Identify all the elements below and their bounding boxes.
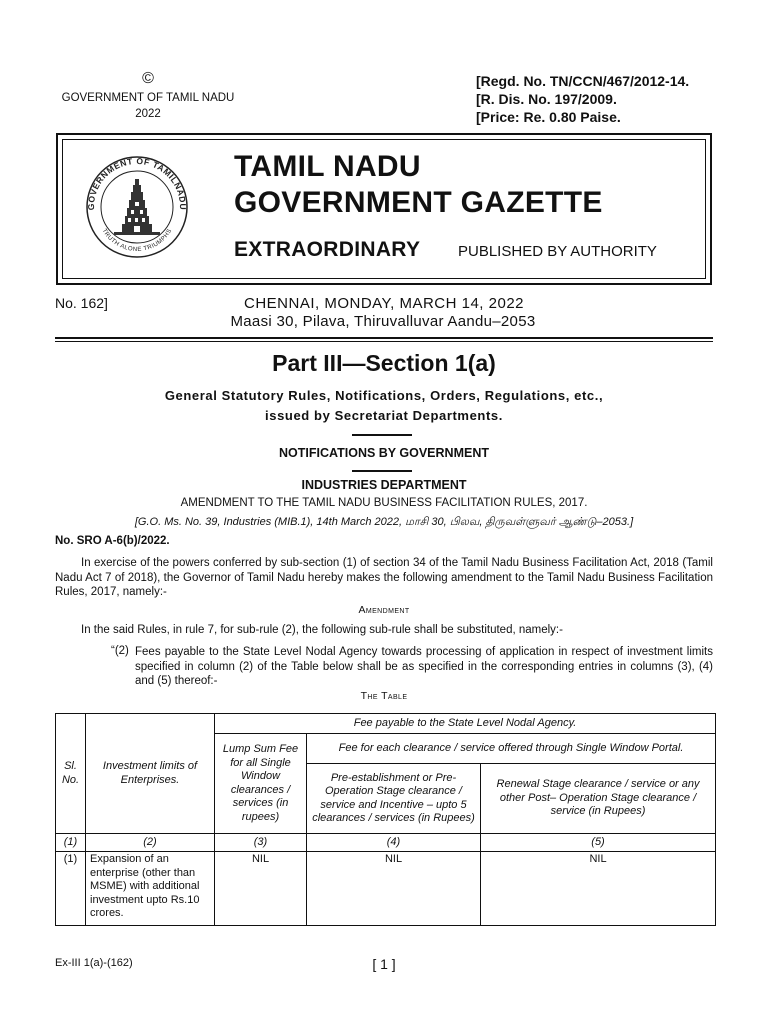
- notifications-heading: NOTIFICATIONS BY GOVERNMENT: [279, 446, 489, 460]
- extraordinary-label: EXTRAORDINARY: [234, 238, 421, 261]
- column-number: (4): [307, 834, 481, 852]
- divider-rule: [352, 470, 412, 472]
- section-subtitle-line1: General Statutory Rules, Notifications, Orders, Regulations, etc.,: [164, 388, 604, 403]
- column-number: (1): [56, 834, 86, 852]
- substitution-paragraph: In the said Rules, in rule 7, for sub-rule (2), the following sub-rule shall be substituted, namely:-: [81, 624, 563, 636]
- column-header-renewal: Renewal Stage clearance / service or any other Post– Operation Stage clearance / service (in Rupees): [481, 764, 716, 834]
- department-heading: INDUSTRIES DEPARTMENT: [301, 478, 467, 492]
- dispatch-number: [R. Dis. No. 197/2009.: [476, 91, 617, 107]
- preamble-paragraph: In exercise of the powers conferred by sub-section (1) of section 34 of the Tamil Nadu Business Facilitation Act, 2018 (Tamil Nadu Act 7 of 2018), the Governor of Tamil Nadu hereby makes the following amendment to the Tamil Nadu Business Facilitation Rules, 2017, namely:-: [55, 557, 713, 598]
- gazette-title-line2: GOVERNMENT GAZETTE: [234, 186, 603, 219]
- column-number: (5): [481, 834, 716, 852]
- column-number-row: [56, 834, 716, 852]
- column-number: (2): [86, 834, 215, 852]
- table-row: [56, 852, 716, 926]
- divider-rule: [352, 434, 412, 436]
- sub-rule-text: Fees payable to the State Level Nodal Agency towards processing of application in respect of investment limits specified in column (2) of the Table below shall be as specified in the corresponding entries in columns (3), (4) and (5) thereof:-: [135, 646, 713, 687]
- column-group-single-window: Fee for each clearance / service offered through Single Window Portal.: [307, 734, 716, 764]
- table-heading: The Table: [360, 690, 408, 702]
- copyright-symbol: ©: [142, 70, 154, 87]
- government-order-reference: [G.O. Ms. No. 39, Industries (MIB.1), 14th March 2022, மாசி 30, பிலவ, திருவள்ளுவர் ஆண்டு–2053.]: [134, 516, 634, 528]
- registration-block: [476, 72, 689, 126]
- section-subtitle-line2: issued by Secretariat Departments.: [265, 408, 503, 423]
- copyright-year: 2022: [135, 108, 161, 120]
- fee-table: [55, 713, 716, 926]
- registration-number: [Regd. No. TN/CCN/467/2012-14.: [476, 73, 690, 89]
- government-name: GOVERNMENT OF TAMIL NADU: [61, 92, 235, 104]
- column-header-lump-sum: Lump Sum Fee for all Single Window clearances / services (in rupees): [215, 734, 307, 834]
- cell-pre-establishment: NIL: [307, 852, 481, 926]
- column-group-fee-payable: Fee payable to the State Level Nodal Agency.: [215, 714, 716, 734]
- footer-code: Ex-III 1(a)-(162): [55, 957, 133, 969]
- column-number: (3): [215, 834, 307, 852]
- part-heading: Part III—Section 1(a): [272, 350, 496, 376]
- amendment-title: AMENDMENT TO THE TAMIL NADU BUSINESS FACILITATION RULES, 2017.: [180, 497, 588, 509]
- issue-date: CHENNAI, MONDAY, MARCH 14, 2022: [243, 295, 525, 312]
- price: [Price: Re. 0.80 Paise.: [476, 109, 621, 125]
- column-header-pre-establishment: Pre-establishment or Pre-Operation Stage clearance / service and Incentive – upto 5 clearances / services (in Rupees): [307, 764, 481, 834]
- issue-tamil-date: Maasi 30, Pilava, Thiruvalluvar Aandu–2053: [230, 313, 536, 330]
- state-emblem-seal: [84, 154, 190, 260]
- cell-renewal: NIL: [481, 852, 716, 926]
- seal-top-text: GOVERNMENT OF TAMILNADU: [85, 155, 189, 211]
- header-rule-thick: [55, 337, 713, 339]
- sub-rule-number: “(2): [111, 645, 129, 657]
- cell-lump-sum: NIL: [215, 852, 307, 926]
- published-by-authority: PUBLISHED BY AUTHORITY: [458, 243, 657, 260]
- cell-investment: Expansion of an enterprise (other than MSME) with additional investment upto Rs.10 crores.: [86, 852, 215, 926]
- header-rule-thin: [55, 341, 713, 342]
- seal-bottom-text: TRUTH ALONE TRIUMPHS: [100, 227, 174, 254]
- cell-slno: (1): [56, 852, 86, 926]
- issue-number: No. 162]: [55, 295, 108, 311]
- amendment-heading: Amendment: [358, 604, 410, 616]
- column-header-investment: Investment limits of Enterprises.: [86, 714, 215, 834]
- gazette-title-line1: TAMIL NADU: [234, 150, 421, 183]
- page-number: [ 1 ]: [372, 956, 396, 972]
- sro-number: No. SRO A-6(b)/2022.: [55, 535, 170, 547]
- column-header-slno: Sl. No.: [56, 714, 86, 834]
